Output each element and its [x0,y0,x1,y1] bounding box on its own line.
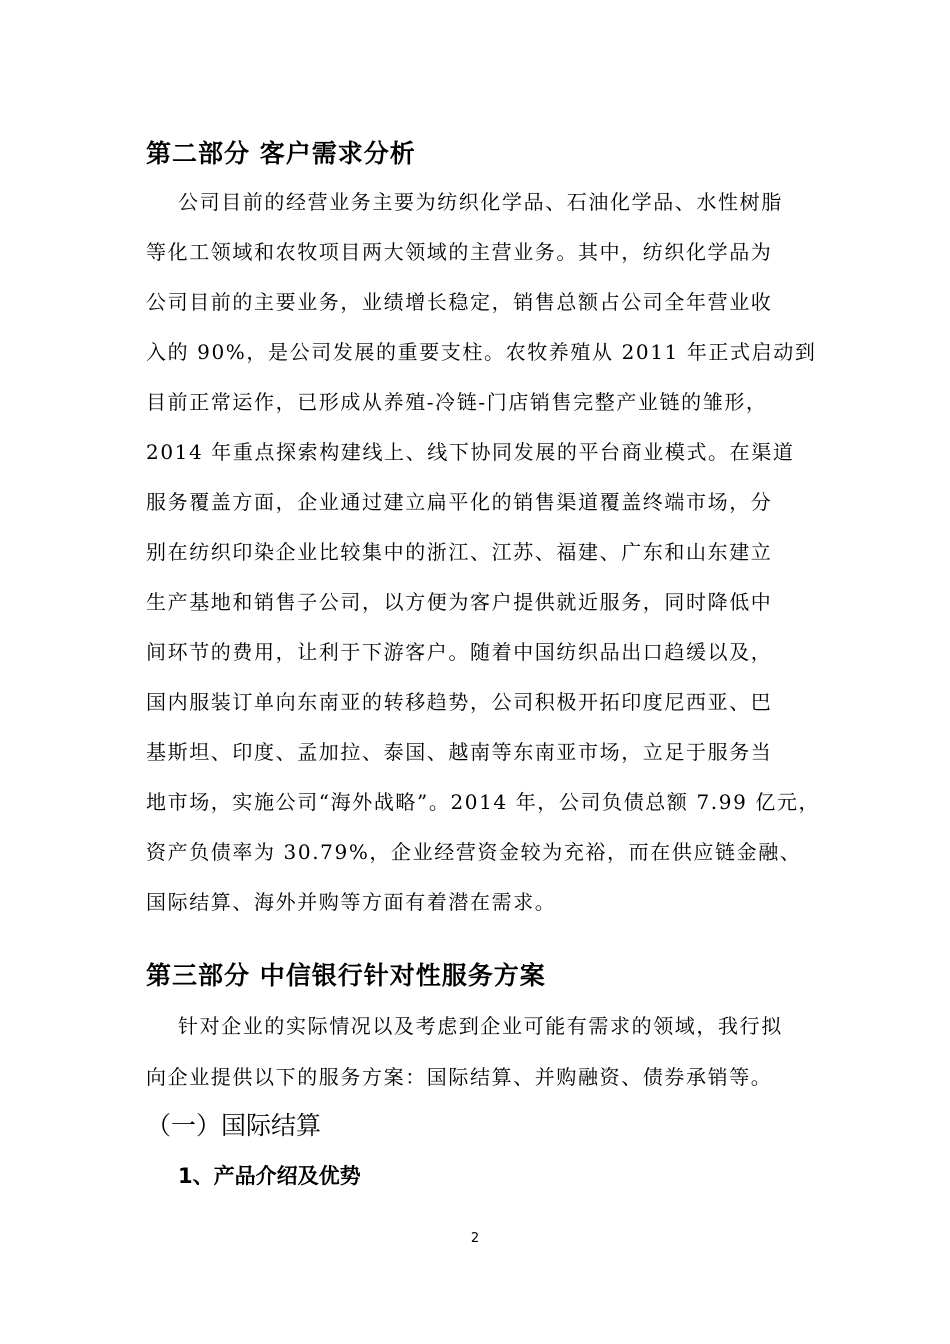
section-2-line-11: 国内服装订单向东南亚的转移趋势，公司积极开拓印度尼西亚、巴 [146,690,773,714]
subsubsection-heading: 1、产品介绍及优势 [178,1164,361,1188]
section-2-line-6: 2014 年重点探索构建线上、线下协同发展的平台商业模式。在渠道 [146,440,795,464]
section-3-line-1: 针对企业的实际情况以及考虑到企业可能有需求的领域，我行拟 [178,1014,783,1038]
section-2-line-5: 目前正常运作，已形成从养殖-冷链-门店销售完整产业链的雏形， [146,390,768,414]
section-2-heading: 第二部分 客户需求分析 [146,139,416,168]
section-3-line-2: 向企业提供以下的服务方案：国际结算、并购融资、债券承销等。 [146,1065,773,1089]
section-2-line-3: 公司目前的主要业务，业绩增长稳定，销售总额占公司全年营业收 [146,290,773,314]
section-2-line-2: 等化工领域和农牧项目两大领域的主营业务。其中，纺织化学品为 [146,240,773,264]
page-number: 2 [470,1231,480,1246]
section-2-line-14: 资产负债率为 30.79%，企业经营资金较为充裕，而在供应链金融、 [146,840,802,864]
section-2-line-7: 服务覆盖方面，企业通过建立扁平化的销售渠道覆盖终端市场，分 [146,490,773,514]
section-2-line-4: 入的 90%，是公司发展的重要支柱。农牧养殖从 2011 年正式启动到 [146,340,817,364]
section-2-line-9: 生产基地和销售子公司，以方便为客户提供就近服务，同时降低中 [146,590,773,614]
section-2-line-10: 间环节的费用，让利于下游客户。随着中国纺织品出口趋缓以及， [146,640,773,664]
subsection-heading: （一）国际结算 [146,1111,322,1140]
section-2-line-15: 国际结算、海外并购等方面有着潜在需求。 [146,890,557,914]
section-2-line-13: 地市场，实施公司“海外战略”。2014 年，公司负债总额 7.99 亿元， [146,790,821,814]
section-3-heading: 第三部分 中信银行针对性服务方案 [146,961,546,990]
section-2-line-8: 别在纺织印染企业比较集中的浙江、江苏、福建、广东和山东建立 [146,540,773,564]
section-2-line-12: 基斯坦、印度、孟加拉、泰国、越南等东南亚市场，立足于服务当 [146,740,773,764]
section-2-line-1: 公司目前的经营业务主要为纺织化学品、石油化学品、水性树脂 [178,190,783,214]
